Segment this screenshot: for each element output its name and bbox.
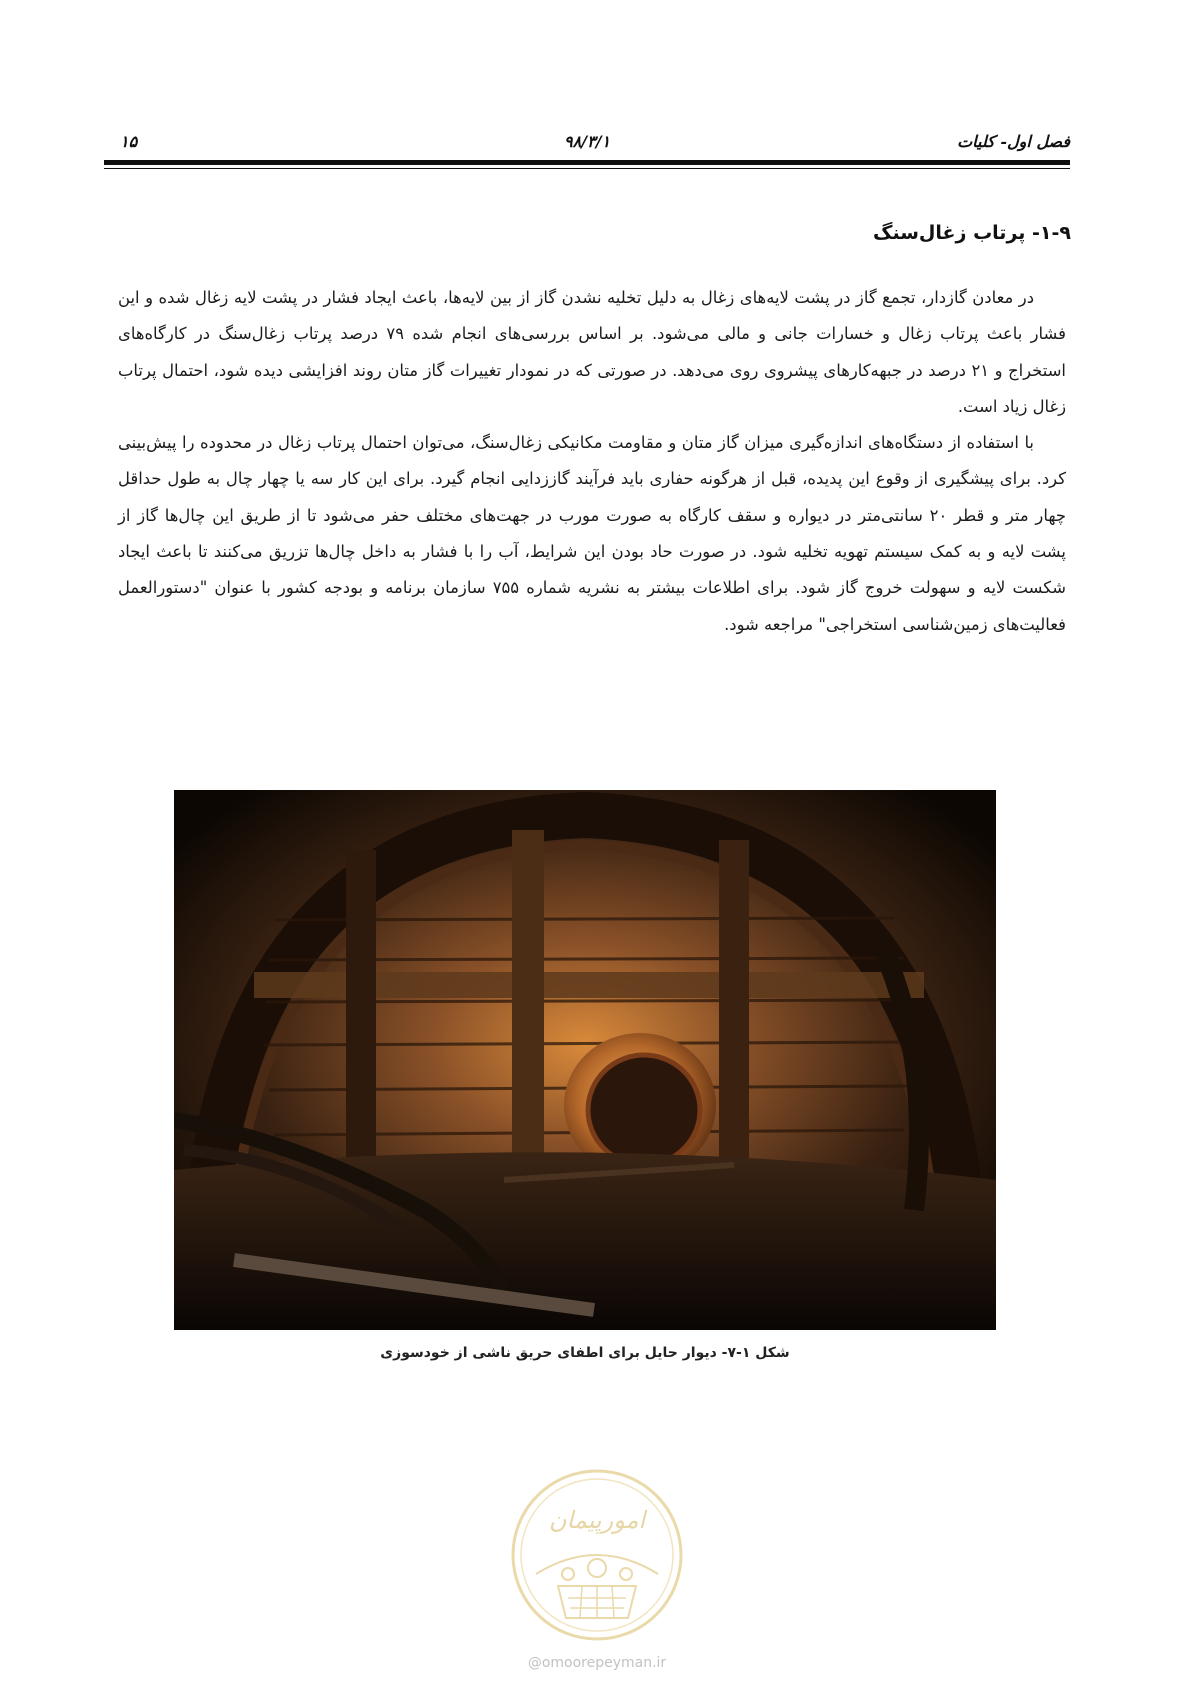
header-date: ۹۸/۳/۱ [563, 132, 611, 151]
header-rule-thin [104, 168, 1070, 169]
figure-photo [174, 790, 996, 1330]
paragraph-2: با استفاده از دستگاه‌های اندازه‌گیری میزان گاز متان و مقاومت مکانیکی زغال‌سنگ، می‌توان احتمال پرتاب زغال در محدوده را پیش‌بینی کرد. برای پیشگیری از وقوع این پدیده، قبل از هرگونه حفاری باید فرآیند گاززدایی انجام گیرد. برای این کار سه یا چهار چال به طول حداقل چهار متر و قطر ۲۰ سانتی‌متر در دیواره و سقف کارگاه به صورت مورب در جهت‌های مختلف حفر می‌شود تا از طریق این چال‌ها گاز از پشت لایه و به کمک سیستم تهویه تخلیه شود. در صورت حاد بودن این شرایط، آب را با فشار به داخل چال‌ها تزریق می‌کنند تا باعث ایجاد شکست لایه و سهولت خروج گاز شود. برای اطلاعات بیشتر به نشریه شماره ۷۵۵ سازمان برنامه و بودجه کشور با عنوان "دستورالعمل فعالیت‌های زمین‌شناسی استخراجی" مراجعه شود. [118, 433, 1067, 634]
figure-caption: شکل ۱-۷- دیوار حایل برای اطفای حریق ناشی از خودسوزی [380, 1345, 790, 1361]
paragraph-1: در معادن گازدار، تجمع گاز در پشت لایه‌های زغال به دلیل تخلیه نشدن گاز از بین لایه‌ها، باعث ایجاد فشار در پشت لایه زغال شده و این فشار باعث پرتاب زغال و خسارات جانی و مالی می‌شود. بر اساس بررسی‌های انجام شده ۷۹ درصد پرتاب زغال‌سنگ در کارگاه‌های استخراج و ۲۱ درصد در جبهه‌کارهای پیشروی روی می‌دهد. در صورتی که در نمودار تغییرات گاز متان روند افزایشی دیده شود، احتمال پرتاب زغال زیاد است. [118, 288, 1066, 416]
body-text [118, 280, 1066, 643]
page-header [104, 128, 1070, 156]
watermark-site: @omoorepeyman.ir [527, 1655, 667, 1671]
section-heading: ۱-۹- پرتاب زغال‌سنگ [873, 222, 1071, 244]
header-rule-thick [104, 160, 1070, 165]
chapter-title: فصل اول- کلیات [957, 132, 1070, 151]
watermark-logo-text: امورپیمان [548, 1506, 646, 1534]
page-number: ۱۵ [120, 132, 138, 151]
watermark-logo [508, 1466, 686, 1644]
